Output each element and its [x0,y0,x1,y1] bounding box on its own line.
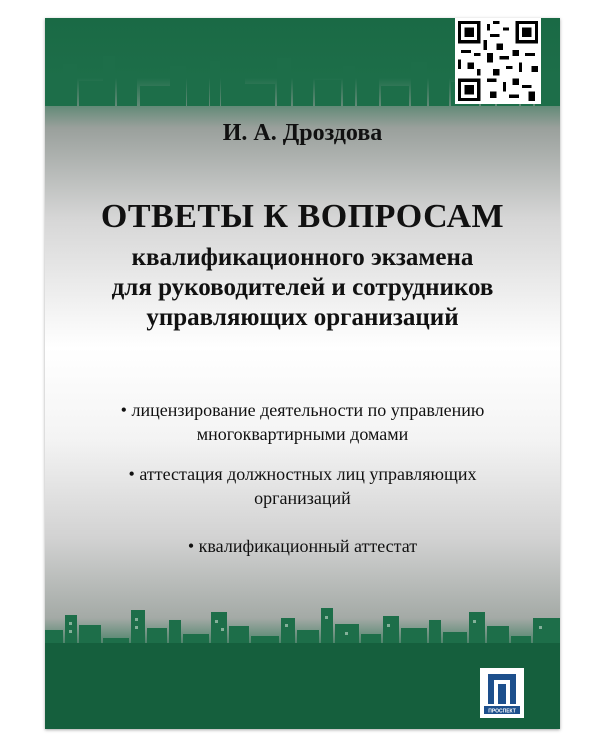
book-subtitle-line-2: для руководителей и сотрудников [111,274,494,301]
bullet-licensing-cont: многоквартирными домами [196,424,409,444]
publisher-name: ПРОСПЕКТ [488,708,516,715]
publisher-logo-icon [480,668,524,718]
book-subtitle-line-3: управляющих организаций [146,304,459,331]
book-title: ОТВЕТЫ К ВОПРОСАМ [100,198,505,235]
bullet-certification-cont: организаций [254,488,351,508]
author-name: И. А. Дроздова [222,120,383,146]
bullet-certification: • аттестация должностных лиц управляющих [128,464,477,484]
book-subtitle-line-1: квалификационного экзамена [131,244,474,271]
qr-code-icon [455,18,541,104]
bullet-certificate: • квалификационный аттестат [187,536,418,556]
bullet-licensing: • лицензирование деятельности по управлению [120,400,485,420]
book-cover [45,18,560,729]
